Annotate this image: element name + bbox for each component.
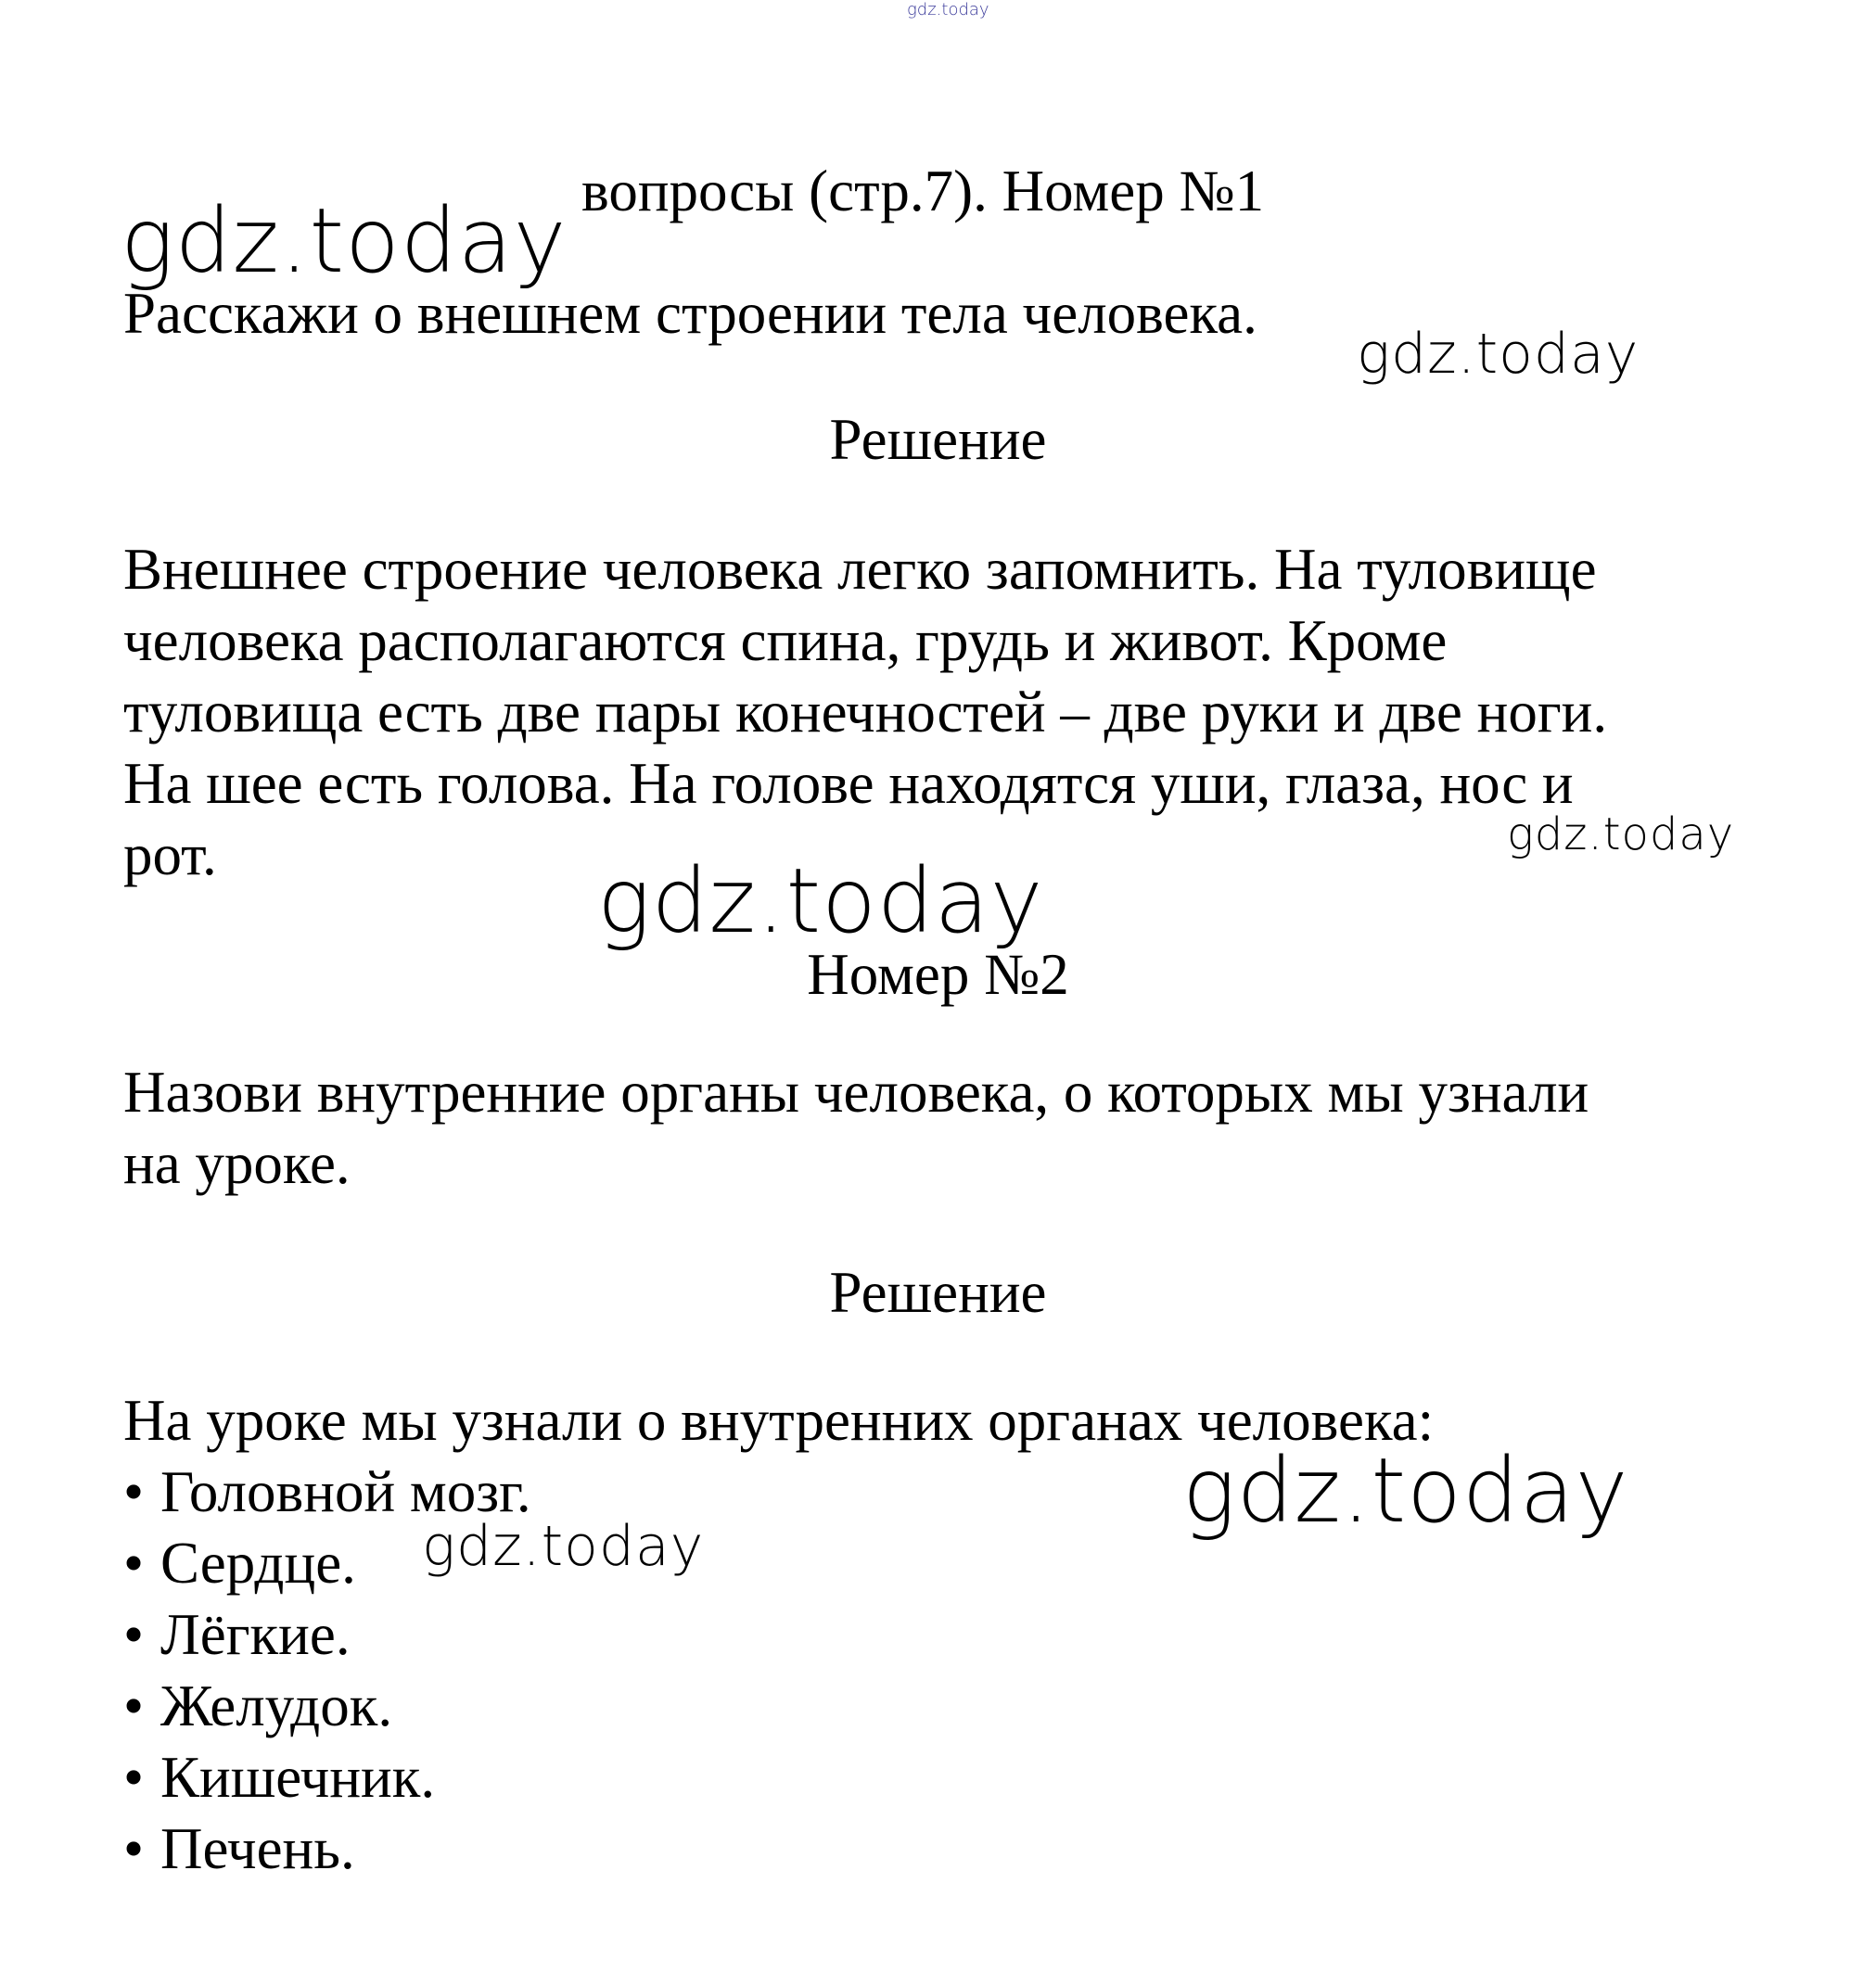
organ-name: Лёгкие. bbox=[160, 1602, 351, 1667]
watermark-6: gdz.today bbox=[422, 1514, 705, 1579]
bullet-icon: • bbox=[123, 1745, 145, 1810]
watermark-3: gdz.today bbox=[1507, 808, 1735, 860]
section2-question-line: на уроке. bbox=[123, 1131, 351, 1196]
list-item bbox=[123, 1671, 531, 1742]
organ-name: Кишечник. bbox=[160, 1745, 436, 1810]
organ-name: Сердце. bbox=[160, 1531, 356, 1596]
section2-question bbox=[123, 1057, 1589, 1200]
bullet-icon: • bbox=[123, 1531, 145, 1596]
section1-answer-line: Внешнее строение человека легко запомнить. На туловище bbox=[123, 537, 1597, 602]
section2-answer-intro: На уроке мы узнали о внутренних органах человека: bbox=[123, 1388, 1435, 1453]
organ-name: Головной мозг. bbox=[160, 1459, 531, 1524]
list-item bbox=[123, 1528, 531, 1599]
organ-list bbox=[123, 1457, 531, 1885]
section1-answer-line: На шее есть голова. На голове находятся уши, глаза, нос и bbox=[123, 751, 1574, 816]
list-item bbox=[123, 1742, 531, 1813]
section2-question-line: Назови внутренние органы человека, о которых мы узнали bbox=[123, 1060, 1589, 1125]
bullet-icon: • bbox=[123, 1673, 145, 1738]
section1-answer-line: туловища есть две пары конечностей – две руки и две ноги. bbox=[123, 680, 1608, 744]
watermark-top: gdz.today bbox=[907, 0, 989, 19]
section1-heading: вопросы (стр.7). Номер №1 bbox=[581, 159, 1265, 223]
list-item bbox=[123, 1813, 531, 1885]
bullet-icon: • bbox=[123, 1816, 145, 1881]
bullet-icon: • bbox=[123, 1459, 145, 1524]
bullet-icon: • bbox=[123, 1602, 145, 1667]
section1-answer-line: рот. bbox=[123, 822, 217, 887]
list-item bbox=[123, 1599, 531, 1671]
watermark-5: gdz.today bbox=[1182, 1439, 1629, 1543]
watermark-1: gdz.today bbox=[121, 189, 568, 293]
section1-solution-label: Решение bbox=[829, 407, 1047, 472]
section1-question: Расскажи о внешнем строении тела человека. bbox=[123, 281, 1257, 346]
list-item bbox=[123, 1457, 531, 1528]
watermark-2: gdz.today bbox=[1357, 322, 1640, 387]
section1-answer-line: человека располагаются спина, грудь и живот. Кроме bbox=[123, 608, 1448, 673]
section1-answer bbox=[123, 534, 1607, 891]
watermark-4: gdz.today bbox=[597, 849, 1044, 953]
section2-heading: Номер №2 bbox=[807, 942, 1069, 1007]
section2-solution-label: Решение bbox=[829, 1260, 1047, 1325]
organ-name: Печень. bbox=[160, 1816, 355, 1881]
organ-name: Желудок. bbox=[160, 1673, 393, 1738]
